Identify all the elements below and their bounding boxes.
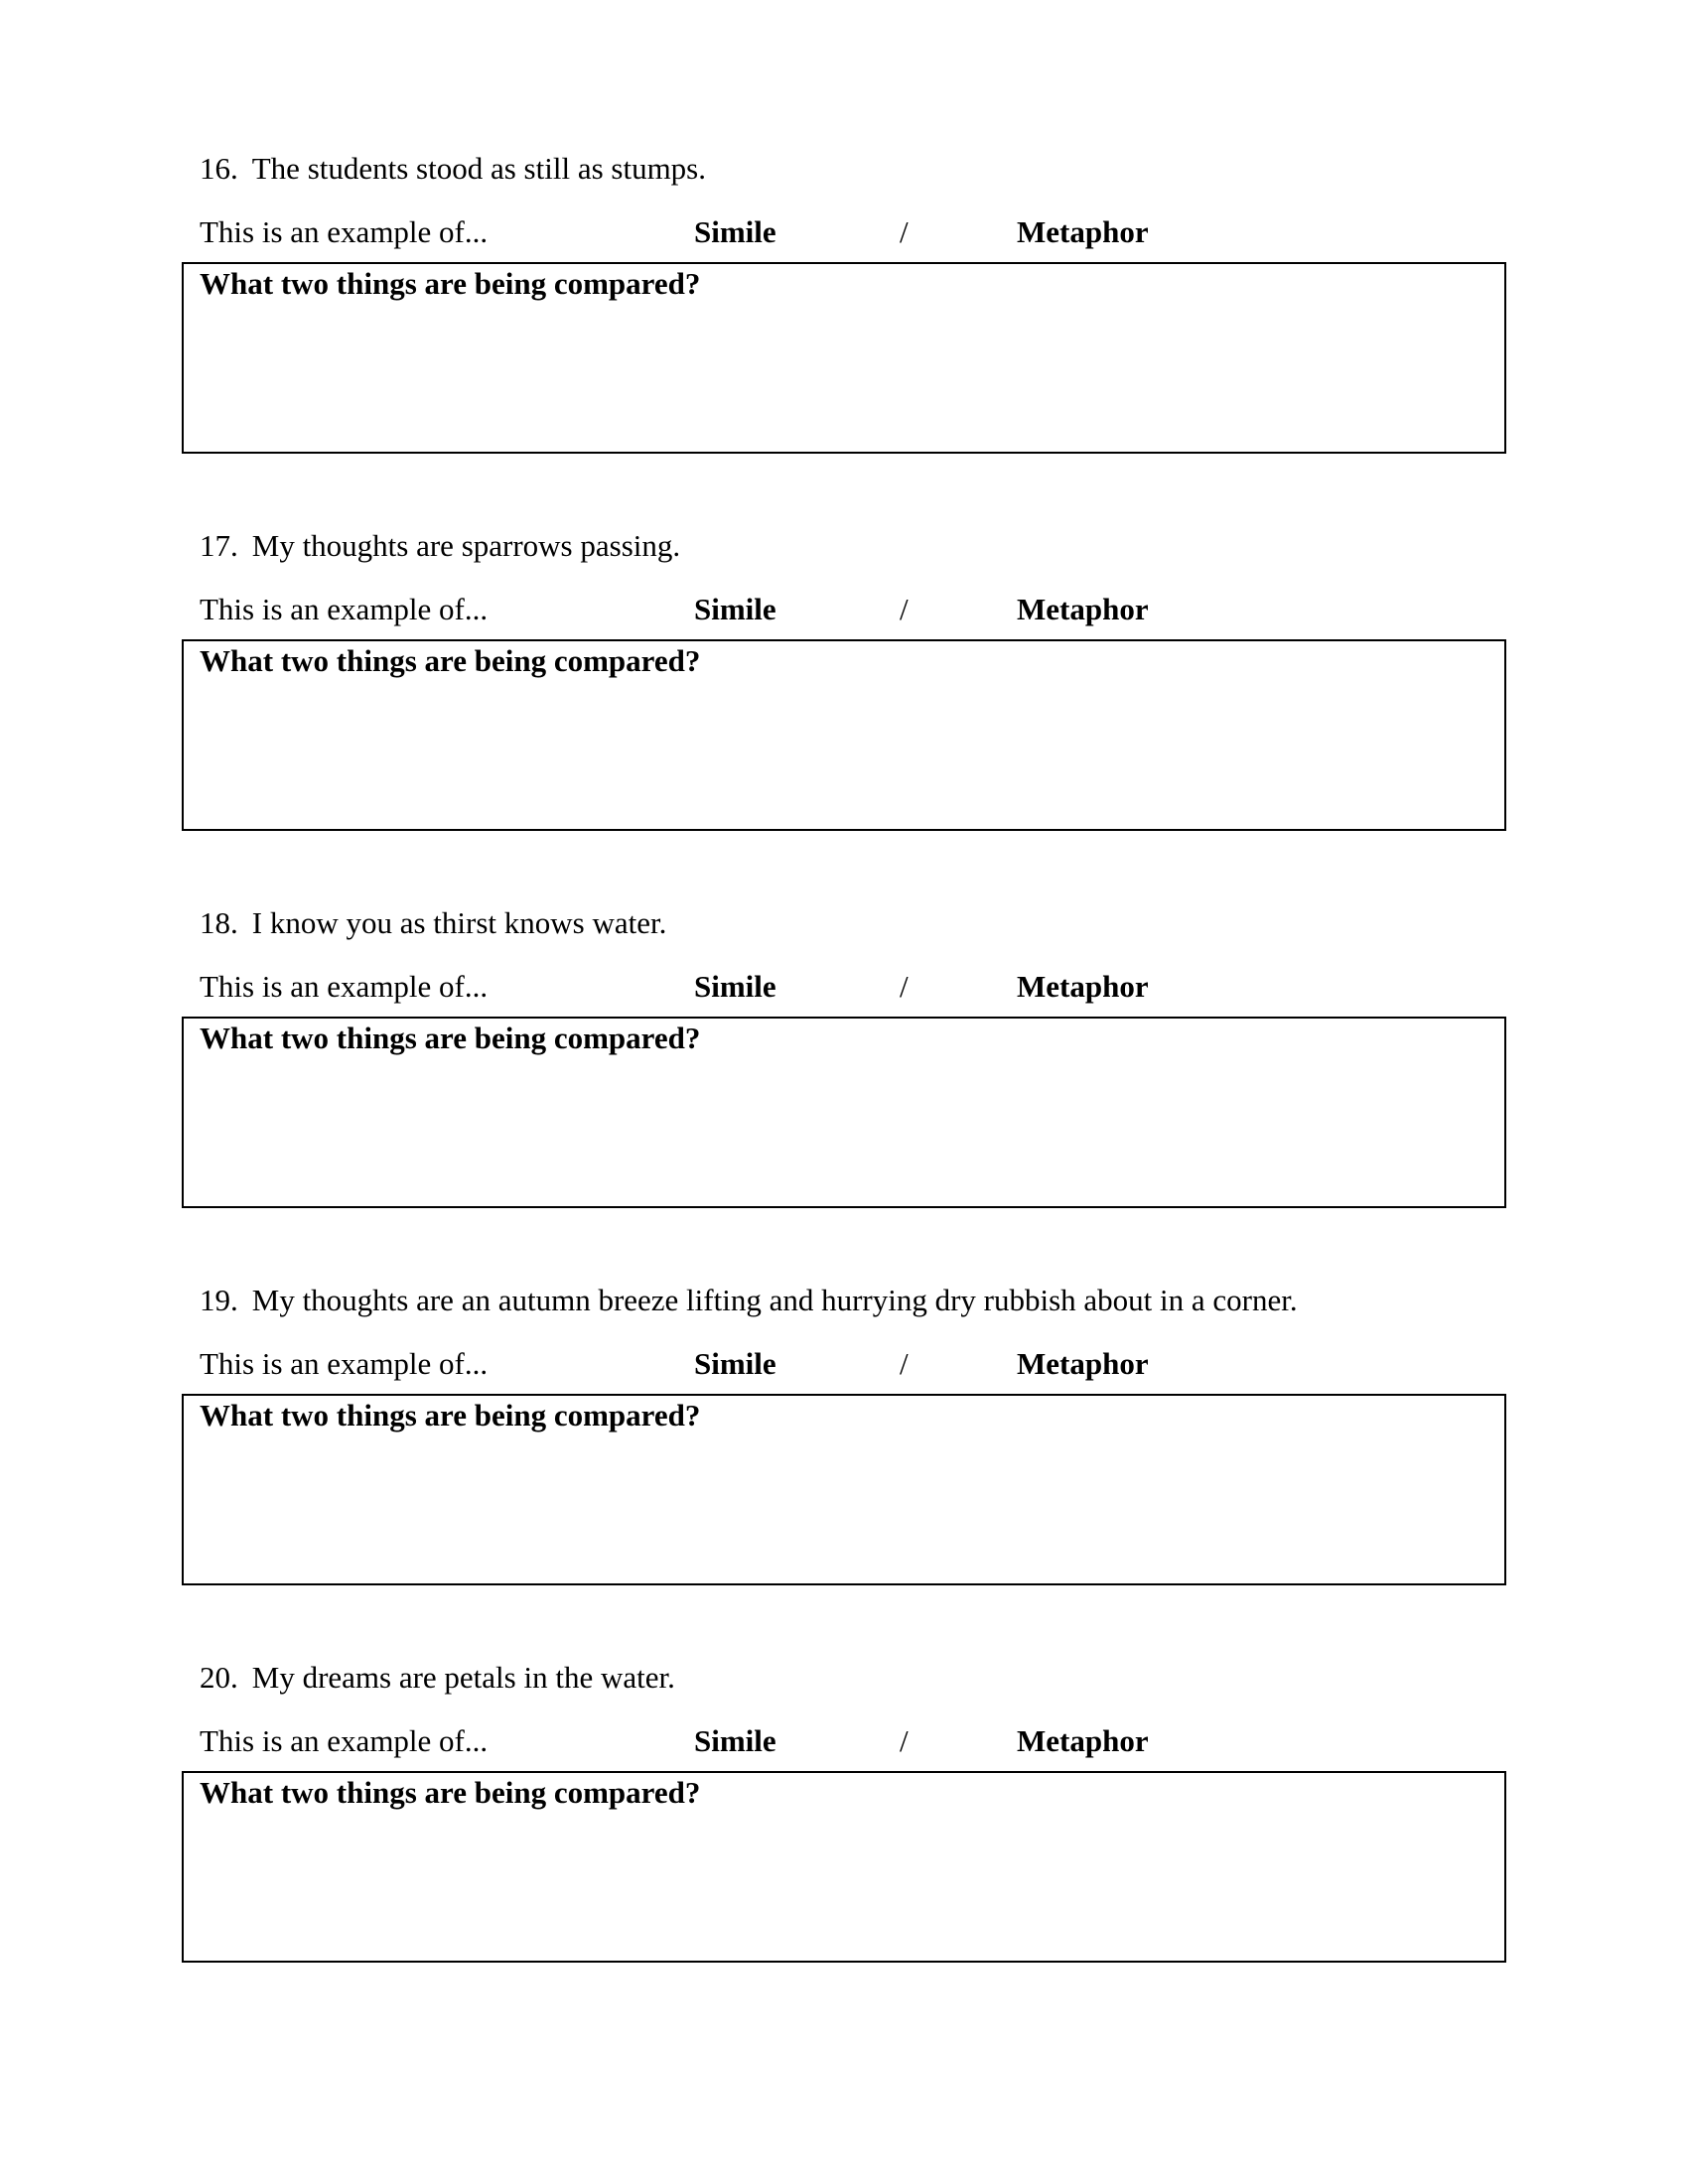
answer-prompt: What two things are being compared? [200, 266, 701, 301]
choice-simile[interactable]: Simile [694, 592, 776, 626]
answer-prompt: What two things are being compared? [200, 1775, 701, 1810]
question-text [200, 1660, 675, 1696]
example-row [200, 1346, 1193, 1382]
question-text [200, 528, 680, 564]
answer-box[interactable] [182, 262, 1506, 454]
answer-box[interactable] [182, 1017, 1506, 1208]
question-sentence: The students stood as still as stumps. [251, 151, 706, 186]
example-row [200, 214, 1193, 250]
answer-box[interactable] [182, 1771, 1506, 1963]
question-number: 18. [200, 905, 238, 940]
question-sentence: My dreams are petals in the water. [251, 1660, 675, 1695]
example-row [200, 1723, 1193, 1759]
example-prompt: This is an example of... [200, 1723, 489, 1758]
question-number: 16. [200, 151, 238, 186]
example-prompt: This is an example of... [200, 592, 489, 626]
question-sentence: My thoughts are an autumn breeze lifting and hurrying dry rubbish about in a corner. [251, 1283, 1298, 1317]
question-number: 19. [200, 1283, 238, 1317]
question-block-19 [0, 1283, 1688, 1590]
question-sentence: My thoughts are sparrows passing. [251, 528, 681, 563]
choice-metaphor[interactable]: Metaphor [1017, 214, 1149, 249]
question-text [200, 905, 666, 941]
choice-simile[interactable]: Simile [694, 969, 776, 1004]
choice-simile[interactable]: Simile [694, 1723, 776, 1758]
example-prompt: This is an example of... [200, 214, 489, 249]
choice-metaphor[interactable]: Metaphor [1017, 592, 1149, 626]
example-prompt: This is an example of... [200, 969, 489, 1004]
choice-metaphor[interactable]: Metaphor [1017, 969, 1149, 1004]
example-row [200, 592, 1193, 627]
question-text [200, 151, 706, 187]
question-block-16 [0, 151, 1688, 459]
choice-separator: / [900, 969, 909, 1004]
question-number: 17. [200, 528, 238, 563]
question-sentence: I know you as thirst knows water. [251, 905, 667, 940]
choice-separator: / [900, 592, 909, 626]
answer-box[interactable] [182, 1394, 1506, 1585]
choice-simile[interactable]: Simile [694, 214, 776, 249]
choice-separator: / [900, 1346, 909, 1381]
choice-separator: / [900, 1723, 909, 1758]
answer-prompt: What two things are being compared? [200, 643, 701, 678]
question-number: 20. [200, 1660, 238, 1695]
question-block-20 [0, 1660, 1688, 1968]
answer-prompt: What two things are being compared? [200, 1398, 701, 1433]
choice-metaphor[interactable]: Metaphor [1017, 1346, 1149, 1381]
example-row [200, 969, 1193, 1005]
question-block-17 [0, 528, 1688, 836]
question-text [200, 1283, 1298, 1318]
choice-simile[interactable]: Simile [694, 1346, 776, 1381]
answer-box[interactable] [182, 639, 1506, 831]
choice-separator: / [900, 214, 909, 249]
answer-prompt: What two things are being compared? [200, 1021, 701, 1055]
question-block-18 [0, 905, 1688, 1213]
example-prompt: This is an example of... [200, 1346, 489, 1381]
choice-metaphor[interactable]: Metaphor [1017, 1723, 1149, 1758]
